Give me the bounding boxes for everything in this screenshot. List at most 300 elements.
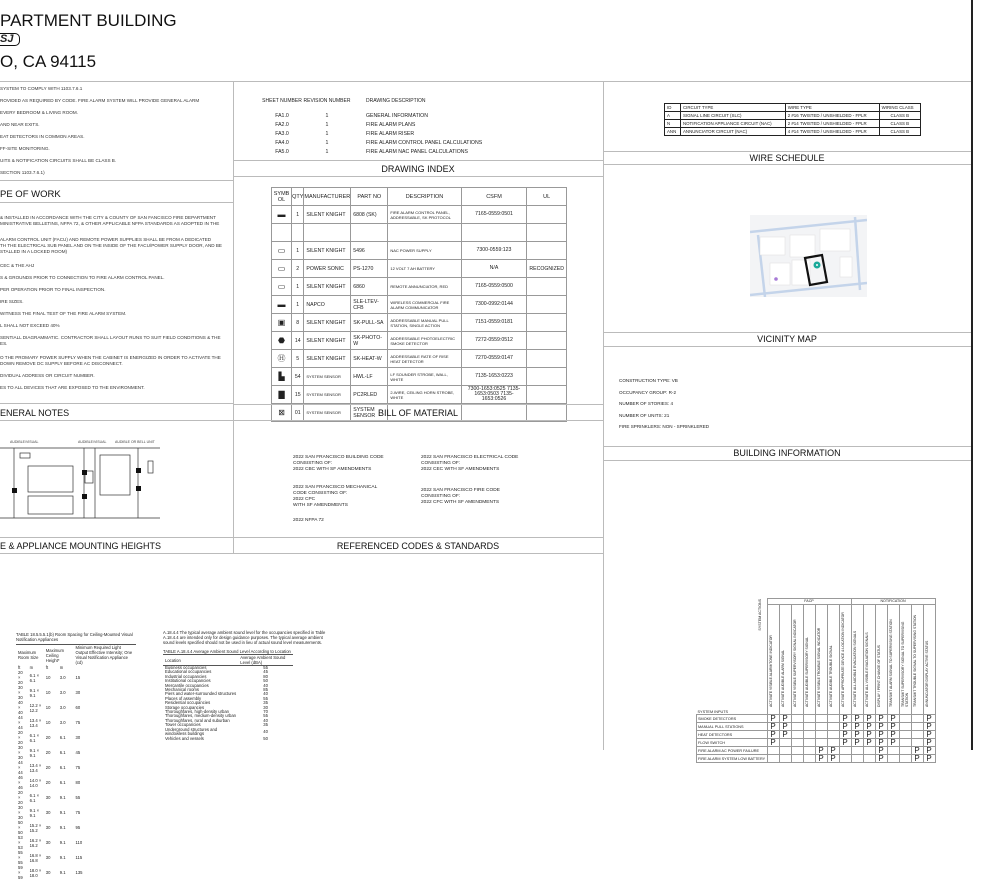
cell: 6808 (SK) xyxy=(351,206,388,224)
scope-line: IRE SIZES. xyxy=(0,299,24,304)
building-information-title: BUILDING INFORMATION xyxy=(733,448,841,458)
cell: 7300-0559:123 xyxy=(461,242,527,260)
column-label: ACTIVATE APPROPRIATE DEVICE & LOCATION INDICATOR xyxy=(840,612,845,707)
cell: POWER SONIC xyxy=(304,260,351,278)
cell: FIRE ALARM RISER xyxy=(366,130,415,137)
column-header xyxy=(791,604,803,714)
cell: 55 xyxy=(263,695,268,701)
cell: 55 × 55 xyxy=(18,850,23,865)
strobe-wall-icon: ▙ xyxy=(278,372,285,381)
cell: 9.1 × 9.1 xyxy=(29,807,40,818)
cell: 20 xyxy=(45,735,51,740)
general-notes-text xyxy=(0,86,233,176)
cell: 30 × 30 xyxy=(18,685,23,700)
cell: 30 xyxy=(45,855,51,860)
group-header: NOTIFICATION xyxy=(851,599,935,605)
cell: 6.1 × 6.1 xyxy=(29,732,40,743)
corner-label xyxy=(697,599,768,715)
cell: 30 × 30 xyxy=(18,805,23,820)
system-actions-label: SYSTEM ACTIONS xyxy=(757,598,762,631)
cell: 3.0 xyxy=(59,720,66,725)
table-caption: TABLE 18.5.5.5.1(b) Room Spacing for Ceiling-Mounted Visual Notification Appliances xyxy=(16,632,133,642)
note-line: ROVIDED AS REQUIRED BY CODE. FIRE ALARM SYSTEM WILL PROVIDE GENERAL ALARM xyxy=(0,98,200,103)
column-label: ANNUNCIATOR DISPLAY ACTIVE STATUS xyxy=(924,640,929,707)
matrix-cell: P xyxy=(923,715,935,723)
cell: FA4.0 xyxy=(275,139,289,146)
facp-icon: ▬ xyxy=(277,210,286,219)
matrix-cell xyxy=(815,731,827,739)
cell: FA2.0 xyxy=(275,121,289,128)
column-header xyxy=(899,604,911,714)
cell: N/A xyxy=(461,260,527,278)
cell: 9.1 xyxy=(59,825,66,830)
note-line: FF-SITE MONITORING. xyxy=(0,146,50,151)
table-row xyxy=(16,745,136,760)
matrix-cell: P xyxy=(875,723,887,731)
cell: 54 xyxy=(292,368,304,386)
scope-line: & INSTALLED IN ACCORDANCE WITH THE CITY & COUNTY OF SAN FANCISCO FIRE DEPARTMENT xyxy=(0,215,216,220)
table-row xyxy=(16,805,136,820)
column-header: Location xyxy=(163,655,238,666)
cell: 30 xyxy=(75,735,81,740)
cell: 85 xyxy=(263,687,268,693)
cell: 20 × 20 xyxy=(18,790,23,805)
cell: 15 xyxy=(292,386,304,404)
table-row xyxy=(272,206,567,224)
cell: 6.1 × 6.1 xyxy=(29,792,40,803)
matrix-cell xyxy=(803,739,815,747)
scope-line: MINISTRATIVE BELLETINS, NFPA 72, & OTHER APPLICABLE NFPA STANDARDS AS ADOPTED IN THE xyxy=(0,221,220,226)
cell: 6.1 xyxy=(59,750,66,755)
table-row xyxy=(665,112,921,120)
cell: 44 × 44 xyxy=(18,715,23,730)
matrix-cell: P xyxy=(911,747,923,755)
cell xyxy=(527,332,567,350)
matrix-cell: P xyxy=(863,731,875,739)
matrix-cell: P xyxy=(851,739,863,747)
matrix-cell: P xyxy=(767,731,779,739)
column-header: CIRCUIT TYPE xyxy=(680,104,785,112)
column-label: TRANSMIT SUPERVISORY SIGNAL TO SUPERVISING STATION xyxy=(900,621,909,707)
cell: 2-WIRE, CEILING HORN STROBE, WHITE xyxy=(388,386,461,404)
bill-of-material-title: BILL OF MATERIAL xyxy=(377,408,459,418)
column-header xyxy=(839,604,851,714)
cell: 3.0 xyxy=(59,690,66,695)
matrix-cell xyxy=(899,715,911,723)
cell: 9.1 xyxy=(59,840,66,845)
column-header xyxy=(911,604,923,714)
cell: 30 xyxy=(45,810,51,815)
table-row xyxy=(272,242,567,260)
cell: Industrial occupancies xyxy=(165,673,207,679)
matrix-cell xyxy=(803,715,815,723)
cell: 10 xyxy=(45,705,51,710)
matrix-cell: P xyxy=(767,739,779,747)
matrix-cell xyxy=(791,747,803,755)
code-line: CONSISTING OF: xyxy=(421,461,461,466)
cell xyxy=(527,206,567,224)
cell: 7300-0992:0144 xyxy=(461,296,527,314)
cell: 80 xyxy=(263,673,268,679)
room-spacing-table xyxy=(16,632,136,880)
row-label: FLOW SWITCH xyxy=(697,739,768,747)
code-item xyxy=(293,455,384,473)
cell: GENERAL INFORMATION xyxy=(366,112,428,119)
unit-header: m xyxy=(29,665,34,670)
code-line: CONSISTING OF: xyxy=(421,494,461,499)
column-label: ACTIVATE VISIBLE SUPERVISORY SIGNAL INDICATOR xyxy=(792,619,797,707)
table-row xyxy=(262,147,502,156)
intro-text: A.18.4.4 The typical average ambient sound level for the occupancies specified in Table A.18.4.4 are intended only for design guidance purposes. The typical average ambient sound levels specified should not be used in lieu of actual sound level measurements. xyxy=(163,630,326,645)
table-row xyxy=(262,120,502,129)
matrix-cell xyxy=(851,755,863,763)
matrix-cell: P xyxy=(887,739,899,747)
matrix-cell xyxy=(791,731,803,739)
table-row xyxy=(16,760,136,775)
cell: N xyxy=(665,120,681,128)
table-row xyxy=(16,670,136,685)
cell: 53 × 53 xyxy=(18,835,23,850)
cell: PS-1270 xyxy=(351,260,388,278)
matrix-cell: P xyxy=(923,747,935,755)
cell: 40 xyxy=(263,717,268,723)
matrix-cell xyxy=(779,739,791,747)
cell: 20 × 20 xyxy=(18,670,23,685)
cell: 1 xyxy=(325,130,329,137)
cell: 16.8 × 16.8 xyxy=(29,852,42,863)
cell: 50 × 50 xyxy=(18,820,23,835)
cell: 1 xyxy=(292,242,304,260)
column-label: TRANSMIT TROUBLE SIGNAL TO SUPERVISING STATION xyxy=(912,614,917,707)
table-row xyxy=(16,700,136,715)
cell: HWL-LF xyxy=(351,368,388,386)
cell: SILENT KNIGHT xyxy=(304,206,351,224)
cell: ANN xyxy=(665,128,681,136)
cell: 9.1 xyxy=(59,870,66,875)
cell: 6860 xyxy=(351,278,388,296)
company-logo: SJ xyxy=(0,33,20,46)
cell: Tower occupancies xyxy=(165,722,201,728)
cell xyxy=(527,314,567,332)
heat-detector-icon: Ⓗ xyxy=(277,354,286,363)
matrix-cell: P xyxy=(839,739,851,747)
cell: FA5.0 xyxy=(275,148,289,155)
system-inputs-label: SYSTEM INPUTS xyxy=(697,710,729,715)
matrix-cell xyxy=(839,755,851,763)
cell xyxy=(351,224,388,242)
column-label: ACTIVATE ALL AUDIBLE EVACUATION SIGNALS xyxy=(852,630,857,707)
matrix-cell xyxy=(911,723,923,731)
cell: 1 xyxy=(292,206,304,224)
column-header: WIRE TYPE xyxy=(785,104,879,112)
table-row xyxy=(16,835,136,850)
column-header xyxy=(923,604,935,714)
cell: 14.0 × 14.0 xyxy=(29,777,42,788)
project-address: O, CA 94115 xyxy=(0,52,97,71)
cell xyxy=(292,224,304,242)
table-row xyxy=(163,737,293,741)
table-row xyxy=(272,314,567,332)
cell: SILENT KNIGHT xyxy=(304,242,351,260)
cell: 1 xyxy=(325,121,329,128)
table-row xyxy=(16,850,136,865)
column-header: SYMB OL xyxy=(272,188,292,206)
row-label: MANUAL PULL STATIONS xyxy=(697,723,768,731)
matrix-cell: P xyxy=(875,731,887,739)
column-header: CSFM xyxy=(461,188,527,206)
column-header: DESCRIPTION xyxy=(388,188,461,206)
cell: SLE-LTEV-CFB xyxy=(351,296,388,314)
cell: Places of assembly xyxy=(165,695,202,701)
matrix-cell: P xyxy=(923,723,935,731)
matrix-cell xyxy=(767,755,779,763)
cell: 46 × 46 xyxy=(18,775,23,790)
cell: Piers and water-surrounded structures xyxy=(165,691,237,697)
matrix-cell: P xyxy=(923,731,935,739)
column-header: Maximum Ceiling Height* xyxy=(45,647,64,663)
matrix-cell xyxy=(887,755,899,763)
matrix-cell xyxy=(791,755,803,763)
matrix-cell: P xyxy=(839,715,851,723)
cell: 50 xyxy=(263,678,268,684)
cell: 9.1 × 9.1 xyxy=(29,747,40,758)
column-header xyxy=(767,604,779,714)
column-header: SHEET NUMBER xyxy=(262,98,302,104)
column-header: MANUFACTURER xyxy=(304,188,351,206)
matrix-cell xyxy=(779,747,791,755)
cell: 1 xyxy=(325,148,329,155)
unit-header: m xyxy=(59,665,64,670)
cell: 9.1 xyxy=(59,855,66,860)
matrix-cell xyxy=(887,747,899,755)
matrix-cell: P xyxy=(815,747,827,755)
scope-line: S & GROUNDS PRIOR TO CONNECTION TO FIRE ALARM CONTROL PANEL. xyxy=(0,275,165,280)
scope-line: ES TO ALL DEVICES THAT ARE EXPOSED TO THE ENVIRONMENT. xyxy=(0,385,145,390)
matrix-cell xyxy=(803,723,815,731)
cell: 95 xyxy=(75,825,81,830)
cell: 40 × 40 xyxy=(18,700,23,715)
matrix-cell: P xyxy=(863,723,875,731)
cell: 1 xyxy=(292,278,304,296)
code-item xyxy=(293,485,377,509)
symbol-cell xyxy=(272,224,292,242)
cell: Thoroughfares, rural and suburban xyxy=(165,717,230,723)
scope-line: PER OPERATION PRIOR TO FINAL INSPECTION. xyxy=(0,287,106,292)
matrix-cell xyxy=(827,715,839,723)
symbol-cell xyxy=(272,314,292,332)
cell: Thoroughfares, high-density urban xyxy=(165,709,230,715)
code-line: 2022 SAN FRANCISCO BUILDING CODE xyxy=(293,455,384,460)
cell: ADDRESSABLE PHOTOELECTRIC SMOKE DETECTOR xyxy=(388,332,461,350)
cell: FA1.0 xyxy=(275,112,289,119)
cell: 14 xyxy=(292,332,304,350)
cell: 6.1 × 6.1 xyxy=(29,672,40,683)
cell: 55 xyxy=(263,665,268,670)
cell: 13.4 × 13.4 xyxy=(29,717,42,728)
code-line: WITH SF AMENDMENTS xyxy=(293,503,348,508)
symbol-cell xyxy=(272,386,292,404)
cell: 01 xyxy=(292,404,304,422)
cell: 115 xyxy=(75,855,83,860)
cell: 13.4 × 13.4 xyxy=(29,762,42,773)
table-row xyxy=(697,739,936,747)
cell: 5496 xyxy=(351,242,388,260)
cell: 10 xyxy=(45,675,51,680)
cell: 6.1 xyxy=(59,780,66,785)
divider xyxy=(603,81,604,750)
code-line: 2022 CPC xyxy=(293,497,316,502)
vicinity-map-title: VICINITY MAP xyxy=(757,334,817,344)
cell: 60 xyxy=(75,705,81,710)
mounting-heights-title: E & APPLIANCE MOUNTING HEIGHTS xyxy=(0,541,162,551)
matrix-cell xyxy=(803,747,815,755)
matrix-cell: P xyxy=(827,755,839,763)
code-line: CODE CONSISTING OF: xyxy=(293,491,348,496)
cell: 75 xyxy=(75,720,81,725)
cell: 9.1 xyxy=(59,810,66,815)
cell: 135 xyxy=(75,870,83,875)
cell: 18.0 × 18.0 xyxy=(29,867,42,878)
column-header xyxy=(875,604,887,714)
scope-line: WITNESS THE FINAL TEST OF THE FIRE ALARM SYSTEM. xyxy=(0,311,127,316)
cell xyxy=(527,278,567,296)
matrix-cell xyxy=(815,723,827,731)
matrix-cell xyxy=(827,731,839,739)
wire-schedule-table xyxy=(664,103,921,136)
note-line: EVERY BEDROOM & LIVING ROOM. xyxy=(0,110,78,115)
code-line: 2022 NFPA 72 xyxy=(293,518,324,523)
column-header: Minimum Required Light Output Effective Intensity; One Visual Notification Appliance (cd) xyxy=(75,645,133,665)
project-title: PARTMENT BUILDING xyxy=(0,11,177,30)
cell: Business occupancies xyxy=(165,665,207,670)
cell: SIGNAL LINE CIRCUIT (SLC) xyxy=(680,112,785,120)
symbol-cell xyxy=(272,332,292,350)
matrix-cell xyxy=(863,755,875,763)
unit-header: ft xyxy=(45,665,49,670)
matrix-cell: P xyxy=(875,715,887,723)
cell: 15.2 × 15.2 xyxy=(29,822,42,833)
code-line: 2022 CEC WITH SF AMENDMENTS xyxy=(421,467,500,472)
scope-line: TH THE ELECTRICAL SUB PANEL AND ON THE INSIDE OF THE FACU/POWER SUPPLY DOOR, AND BE xyxy=(0,243,222,248)
column-label: ACTIVATE AUDIBLE ALARM SIGNAL xyxy=(780,649,785,707)
matrix-cell: P xyxy=(887,731,899,739)
cell: Underground structures and windowless buildings xyxy=(165,726,218,737)
matrix-cell xyxy=(899,739,911,747)
matrix-cell: P xyxy=(887,723,899,731)
cell xyxy=(461,224,527,242)
cell: 30 xyxy=(45,795,51,800)
cell: CLASS B xyxy=(879,128,920,136)
note-line: AND NEAR EXITS. xyxy=(0,122,40,127)
column-header: QTY xyxy=(292,188,304,206)
cell: Thoroughfares, medium-density urban xyxy=(165,713,236,719)
code-line: CONSISTING OF: xyxy=(293,461,333,466)
table-row xyxy=(272,296,567,314)
cell: 2 #16 TWISTED / UNSHIELDED - FPLR xyxy=(785,112,879,120)
cell: 30 xyxy=(45,840,51,845)
cell: 6.1 xyxy=(59,735,66,740)
cell: CLASS B xyxy=(879,120,920,128)
matrix-cell xyxy=(839,747,851,755)
matrix-cell: P xyxy=(827,747,839,755)
cell xyxy=(527,296,567,314)
drawing-index-title: DRAWING INDEX xyxy=(381,164,455,174)
code-item xyxy=(293,518,324,524)
matrix-cell xyxy=(803,755,815,763)
cell: Educational occupancies xyxy=(165,669,212,675)
cell: 5 xyxy=(292,350,304,368)
matrix-cell xyxy=(791,723,803,731)
cell: 12.2 × 12.2 xyxy=(29,702,42,713)
cell: FIRE ALARM CONTROL PANEL CALCULATIONS xyxy=(366,139,483,146)
cell: 3.0 xyxy=(59,705,66,710)
column-label: DISPLAY / PRINT CHANGE OF STATUS xyxy=(876,645,881,707)
cell: ANNUNCIATOR CIRCUIT (NAC) xyxy=(680,128,785,136)
cell: A xyxy=(665,112,681,120)
column-label: ACTIVATE AUDIBLE SUPERVISORY SIGNAL xyxy=(804,636,809,707)
matrix-cell xyxy=(899,755,911,763)
scope-line: DIVIDUAL ADDRESS OR CIRCUIT NUMBER. xyxy=(0,373,95,378)
column-header: ID xyxy=(665,104,681,112)
pull-station-icon: ▣ xyxy=(277,318,286,327)
matrix-cell: P xyxy=(815,755,827,763)
cell: SILENT KNIGHT xyxy=(304,278,351,296)
symbol-cell xyxy=(272,368,292,386)
wire-schedule-title: WIRE SCHEDULE xyxy=(749,153,825,163)
matrix-cell: P xyxy=(863,739,875,747)
cell: ADDRESSABLE MANUAL PULL STATION, SINGLE ACTION xyxy=(388,314,461,332)
column-header xyxy=(887,604,899,714)
column-header xyxy=(815,604,827,714)
matrix-cell: P xyxy=(923,755,935,763)
matrix-cell: P xyxy=(887,715,899,723)
horn-strobe-icon: ▇ xyxy=(278,390,285,399)
table-row xyxy=(16,820,136,835)
matrix-cell xyxy=(791,715,803,723)
column-header xyxy=(827,604,839,714)
vicinity-map xyxy=(750,215,867,297)
cell: 40 xyxy=(263,728,268,734)
code-line: 2022 SAN FRANCISCO ELECTRICAL CODE xyxy=(421,455,519,460)
cell: 9.1 × 9.1 xyxy=(29,687,40,698)
table-row xyxy=(16,865,136,880)
communicator-icon: ▬ xyxy=(277,300,286,309)
column-header: Maximum Room Size xyxy=(18,650,39,660)
scope-line: L SHALL NOT EXCEED 40% xyxy=(0,323,60,328)
table-row xyxy=(262,111,502,120)
cell: CLASS B xyxy=(879,112,920,120)
table-row xyxy=(697,715,936,723)
note-line: SECTION 1103.7.6.1) xyxy=(0,170,45,175)
row-label: FIRE ALARM AC POWER FAILURE xyxy=(697,747,768,755)
scope-line: STALLED IN A LOCKED ROOM) xyxy=(0,249,68,254)
column-label: ACTIVATE ALL VISIBLE EVACUATION SIGNALS xyxy=(864,632,869,707)
svg-text:AUDIBLE/VISUAL: AUDIBLE/VISUAL xyxy=(10,440,39,444)
cell: 40 xyxy=(263,682,268,688)
matrix-cell xyxy=(815,715,827,723)
sheet-border xyxy=(971,0,973,750)
scope-line: O THE PROMARY POWER SUPPLY WHEN THE CABINET IS ENERGIZED IN ORDER TO ACTIVATE THE xyxy=(0,355,221,360)
table-row xyxy=(665,128,921,136)
cell: FA3.0 xyxy=(275,130,289,137)
cell: 3.0 xyxy=(59,675,66,680)
scope-line: CEC & THE AHJ xyxy=(0,263,35,268)
annunciator-icon: ▭ xyxy=(277,282,286,291)
svg-text:AUDIBLE OR BELL UNIT: AUDIBLE OR BELL UNIT xyxy=(115,440,155,444)
referenced-codes-title: REFERENCED CODES & STANDARDS xyxy=(336,541,500,551)
matrix-cell: P xyxy=(911,755,923,763)
table-row xyxy=(272,386,567,404)
